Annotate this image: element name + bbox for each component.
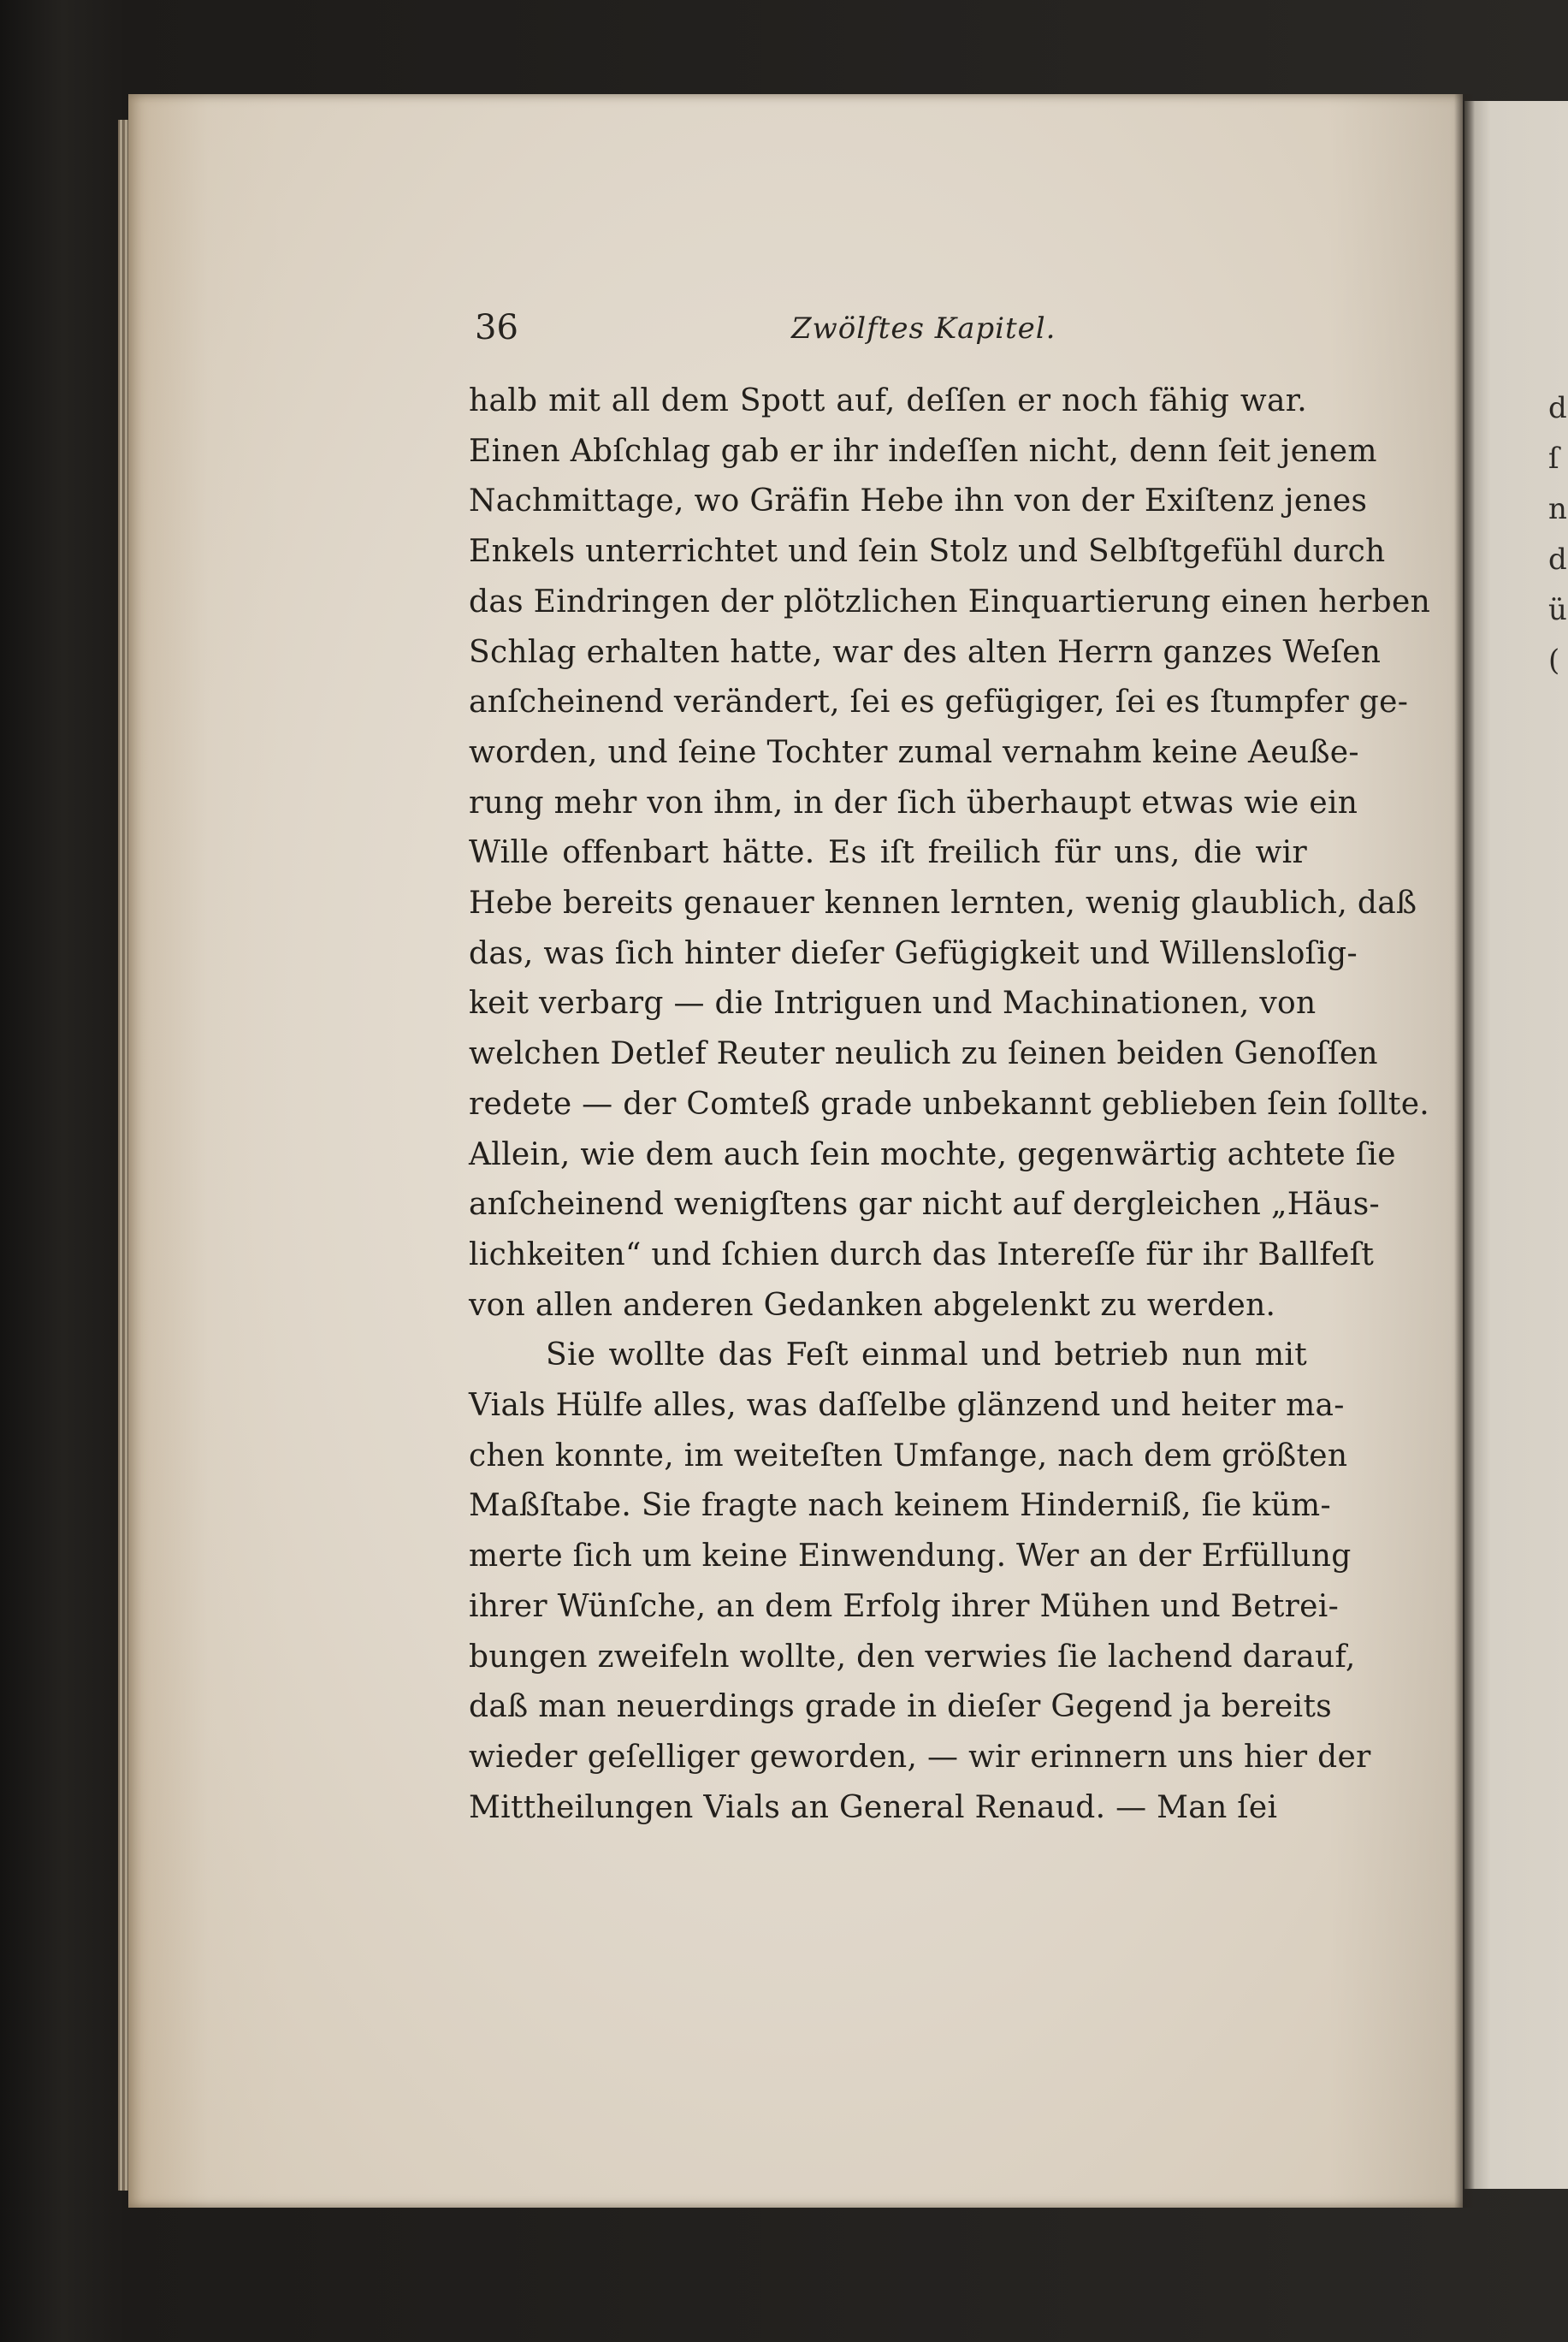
text-line: rung mehr von ihm, in der ſich überhaupt etwas wie ein — [469, 785, 1358, 821]
body-text — [469, 376, 1431, 1833]
page-number: 36 — [475, 308, 518, 347]
text-line: Wille offenbart hätte. Es iſt freilich für uns, die wir — [469, 835, 1307, 871]
running-head: Zwölftes Kapitel. — [791, 311, 1056, 346]
text-line: Enkels unterrichtet und ſein Stolz und Selbſtgefühl durch — [469, 534, 1386, 570]
text-line: das Eindringen der plötzlichen Einquartierung einen herben — [469, 584, 1431, 620]
text-line: daß man neuerdings grade in dieſer Gegend ja bereits — [469, 1689, 1332, 1725]
paragraph — [469, 376, 1431, 1331]
text-line: worden, und ſeine Tochter zumal vernahm keine Aeuße- — [469, 734, 1359, 770]
page-header — [475, 308, 1330, 359]
text-line: von allen anderen Gedanken abgelenkt zu werden. — [469, 1287, 1276, 1323]
paragraph — [469, 1331, 1371, 1833]
text-line: halb mit all dem Spott auf, deſſen er noch fähig war. — [469, 383, 1307, 418]
text-line: Allein, wie dem auch ſein mochte, gegenwärtig achtete ſie — [469, 1136, 1396, 1172]
text-line: keit verbarg — die Intriguen und Machinationen, von — [469, 986, 1317, 1022]
text-line: wieder geſelliger geworden, — wir erinnern uns hier der — [469, 1739, 1371, 1775]
text-line: Vials Hülfe alles, was daſſelbe glänzend und heiter ma- — [469, 1388, 1345, 1424]
text-line: anſcheinend verändert, ſei es gefügiger, ſei es ſtumpfer ge- — [469, 685, 1409, 720]
text-line: bungen zweifeln wollte, den verwies ſie lachend darauf, — [469, 1639, 1356, 1675]
text-line: lichkeiten“ und ſchien durch das Intereſſe für ihr Ballfeſt — [469, 1236, 1375, 1272]
text-line: chen konnte, im weiteſten Umfange, nach dem größten — [469, 1438, 1348, 1473]
text-line: Schlag erhalten hatte, war des alten Herrn ganzes Weſen — [469, 634, 1382, 670]
text-line: Mittheilungen Vials an General Renaud. — Man ſei — [469, 1789, 1278, 1825]
facing-page-text-fragments: d ſ n d ü ( — [1548, 391, 1567, 678]
text-line: redete — der Comteß grade unbekannt geblieben ſein ſollte. — [469, 1086, 1430, 1122]
text-line: das, was ſich hinter dieſer Gefügigkeit und Willensloſig- — [469, 935, 1358, 971]
book-gutter — [1454, 94, 1475, 2208]
text-line: ihrer Wünſche, an dem Erfolg ihrer Mühen und Betrei- — [469, 1588, 1340, 1624]
text-line: Einen Abſchlag gab er ihr indeſſen nicht, denn ſeit jenem — [469, 433, 1377, 469]
text-line: Hebe bereits genauer kennen lernten, wenig glaublich, daß — [469, 886, 1417, 922]
text-line: Maßſtabe. Sie fragte nach keinem Hinderniß, ſie küm- — [469, 1488, 1331, 1524]
text-line: anſcheinend wenigſtens gar nicht auf dergleichen „Häus- — [469, 1187, 1380, 1223]
text-line: welchen Detlef Reuter neulich zu ſeinen beiden Genoſſen — [469, 1036, 1378, 1072]
text-line: Sie wollte das Feſt einmal und betrieb nun mit — [546, 1337, 1307, 1373]
text-line: merte ſich um keine Einwendung. Wer an der Erfüllung — [469, 1539, 1352, 1574]
text-line: Nachmittage, wo Gräfin Hebe ihn von der Exiſtenz jenes — [469, 483, 1368, 519]
